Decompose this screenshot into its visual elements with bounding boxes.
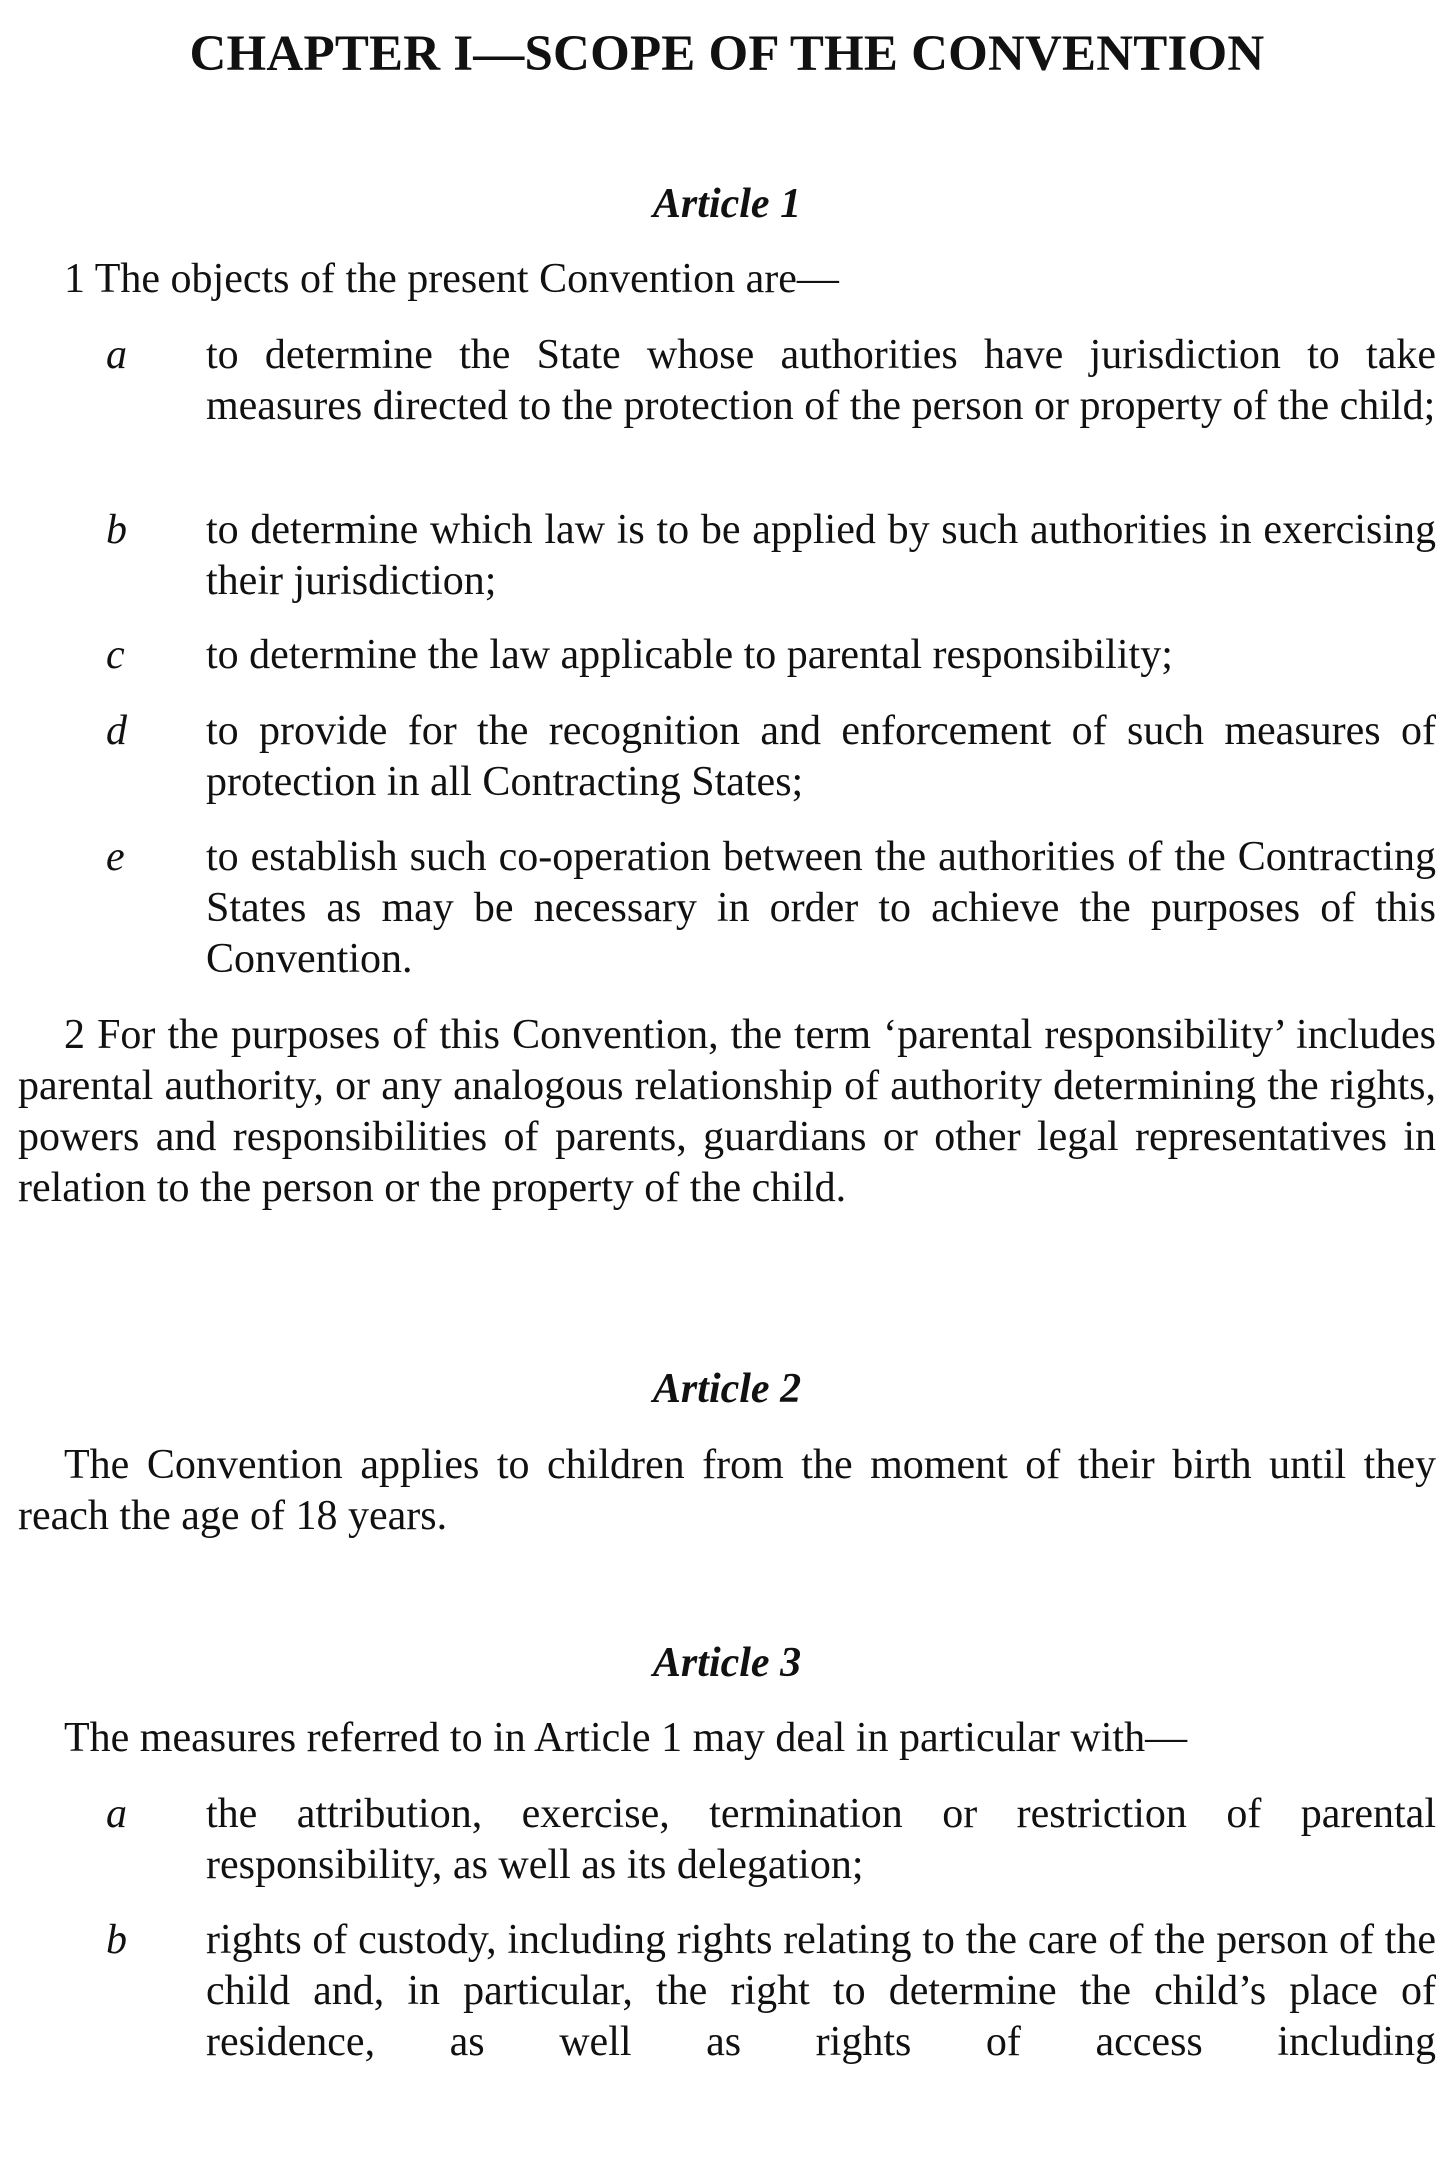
item-letter: a [106, 1791, 127, 1837]
item-letter: b [106, 507, 127, 553]
chapter-title: CHAPTER I—SCOPE OF THE CONVENTION [189, 26, 1265, 82]
item-text: to determine which law is to be applied by such authorities in exercising their jurisdiction; [206, 507, 1436, 604]
item-text: the attribution, exercise, termination or restriction of parental responsibility, as well as its delegation; [206, 1791, 1436, 1888]
article-3-intro: The measures referred to in Article 1 may deal in particular with— [64, 1715, 1188, 1761]
article-1-paragraph-2: 2 For the purposes of this Convention, the term ‘parental responsibility’ includes parental authority, or any analogous relationship of authority determining the rights, powers and responsibilities of parents, guardians or other legal representatives in relation to the person or the property of the child. [18, 1012, 1436, 1211]
item-letter: c [106, 632, 125, 678]
item-letter: b [106, 1917, 127, 1963]
item-text: to determine the law applicable to parental responsibility; [206, 632, 1173, 678]
item-text: to establish such co-operation between the authorities of the Contracting States as may be necessary in order to achieve the purposes of this Convention. [206, 834, 1436, 982]
article-1-heading: Article 1 [652, 181, 802, 227]
article-2-heading: Article 2 [652, 1366, 802, 1412]
item-text: to provide for the recognition and enforcement of such measures of protection in all Contracting States; [206, 708, 1436, 805]
item-text: rights of custody, including rights relating to the care of the person of the child and, in particular, the right to determine the child’s place of residence, as well as rights of access including [206, 1917, 1436, 2065]
item-text: to determine the State whose authorities have jurisdiction to take measures directed to the protection of the person or property of the child; [206, 332, 1436, 429]
article-2-text: The Convention applies to children from the moment of their birth until they reach the age of 18 years. [18, 1442, 1436, 1539]
item-letter: e [106, 834, 125, 880]
article-1-paragraph-1-intro: 1 The objects of the present Convention are— [64, 256, 839, 302]
article-3-heading: Article 3 [652, 1640, 802, 1686]
item-letter: d [106, 708, 127, 754]
item-letter: a [106, 332, 127, 378]
